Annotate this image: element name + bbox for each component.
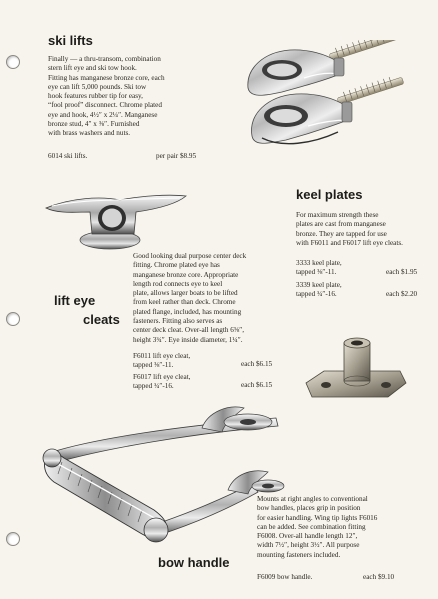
item-name: tapped ¾″-16. <box>296 290 337 299</box>
text-line: with brass washers and nuts. <box>48 129 131 138</box>
text-line: fitting. Chrome plated eye has <box>133 261 220 270</box>
item-name: tapped ⅜″-11. <box>133 361 174 370</box>
item-name: F6009 bow handle. <box>257 573 313 581</box>
text-line: mounting fasteners included. <box>257 550 341 559</box>
binder-hole-middle <box>6 312 20 326</box>
item-price: each $1.95 <box>386 268 418 276</box>
ski-lifts-title: ski lifts <box>48 33 93 48</box>
text-line: plates are cast from manganese <box>296 220 386 229</box>
item-price: each $6.15 <box>241 381 273 389</box>
item-price: per pair $8.95 <box>156 152 197 160</box>
item-price: each $9.10 <box>363 573 395 581</box>
keel-plates-title: keel plates <box>296 187 363 202</box>
item-name: tapped ⅜″-11. <box>296 268 337 277</box>
keel-plates-description <box>296 211 403 248</box>
text-line: width 7½″, height 3½″. All purpose <box>257 541 360 550</box>
text-line: center deck cleat. Over-all length 6⅝″, <box>133 326 245 335</box>
keel-plate-illustration <box>302 337 410 403</box>
text-line: can be added. See combination fitting <box>257 522 366 531</box>
text-line: eye and hook, 4½″ x 2¼″. Manganese <box>48 110 158 119</box>
item-name: 3333 keel plate, <box>296 259 342 267</box>
item-name: tapped ¾″-16. <box>133 382 174 391</box>
text-line: from keel rather than deck. Chrome <box>133 298 236 307</box>
text-line: bronze. They are tapped for use <box>296 229 387 238</box>
bow-handle-title: bow handle <box>158 555 230 570</box>
text-line: length rod connects eye to keel <box>133 279 223 288</box>
text-line: height 3¾″. Eye inside diameter, 1¼″. <box>133 335 243 344</box>
text-line: stern lift eye and ski tow hook. <box>48 64 137 73</box>
text-line: Fitting has manganese bronze core, each <box>48 73 165 82</box>
text-line: plate, allows larger boats to be lifted <box>133 289 238 298</box>
text-line: for easier handling. Wing tip lights F6016 <box>257 513 378 522</box>
text-line: Good looking dual purpose center deck <box>133 252 247 260</box>
text-line: manganese bronze core. Appropriate <box>133 270 239 279</box>
text-line: bronze stud, 4″ x ⅜″. Furnished <box>48 120 140 129</box>
text-line: with F6011 and F6017 lift eye cleats. <box>296 238 403 247</box>
cleat-f6011-row <box>133 352 283 371</box>
ski-lifts-description <box>48 55 165 139</box>
text-line: “fool proof” disconnect. Chrome plated <box>48 101 162 110</box>
bow-handle-illustration <box>38 398 288 556</box>
bow-handle-price-row <box>257 573 427 582</box>
lift-eye-cleats-description <box>133 252 246 345</box>
text-line: For maximum strength these <box>296 211 379 219</box>
text-line: Mounts at right angles to conventional <box>257 495 368 503</box>
binder-hole-bottom <box>6 532 20 546</box>
keel-plate-3333-row <box>296 259 424 278</box>
text-line: hook features rubber tip for easy, <box>48 92 143 101</box>
ski-lifts-price-row <box>48 152 208 161</box>
text-line: plated flange, included, has mounting <box>133 307 242 316</box>
cleats-title: cleats <box>83 312 120 327</box>
item-name: 3339 keel plate, <box>296 281 342 289</box>
text-line: bow handles, places grip in position <box>257 504 361 513</box>
lift-eye-title: lift eye <box>54 293 96 308</box>
item-price: each $2.20 <box>386 290 418 298</box>
item-name: F6017 lift eye cleat, <box>133 373 191 381</box>
item-price: each $6.15 <box>241 360 273 368</box>
text-line: Finally — a thru-transom, combination <box>48 55 161 63</box>
lift-eye-cleat-illustration <box>40 188 190 260</box>
keel-plate-3339-row <box>296 281 424 300</box>
item-name: 6014 ski lifts. <box>48 152 88 160</box>
bow-handle-description <box>257 495 377 560</box>
keel-plate-boss <box>344 343 370 381</box>
text-line: eye can lift 5,000 pounds. Ski tow <box>48 82 147 91</box>
text-line: F6008. Over-all handle length 12″, <box>257 532 358 541</box>
cleat-f6017-row <box>133 373 283 392</box>
binder-hole-top <box>6 55 20 69</box>
text-line: fasteners. Fitting also serves as <box>133 317 223 326</box>
item-name: F6011 lift eye cleat, <box>133 352 191 360</box>
ski-lift-illustration <box>242 40 412 155</box>
